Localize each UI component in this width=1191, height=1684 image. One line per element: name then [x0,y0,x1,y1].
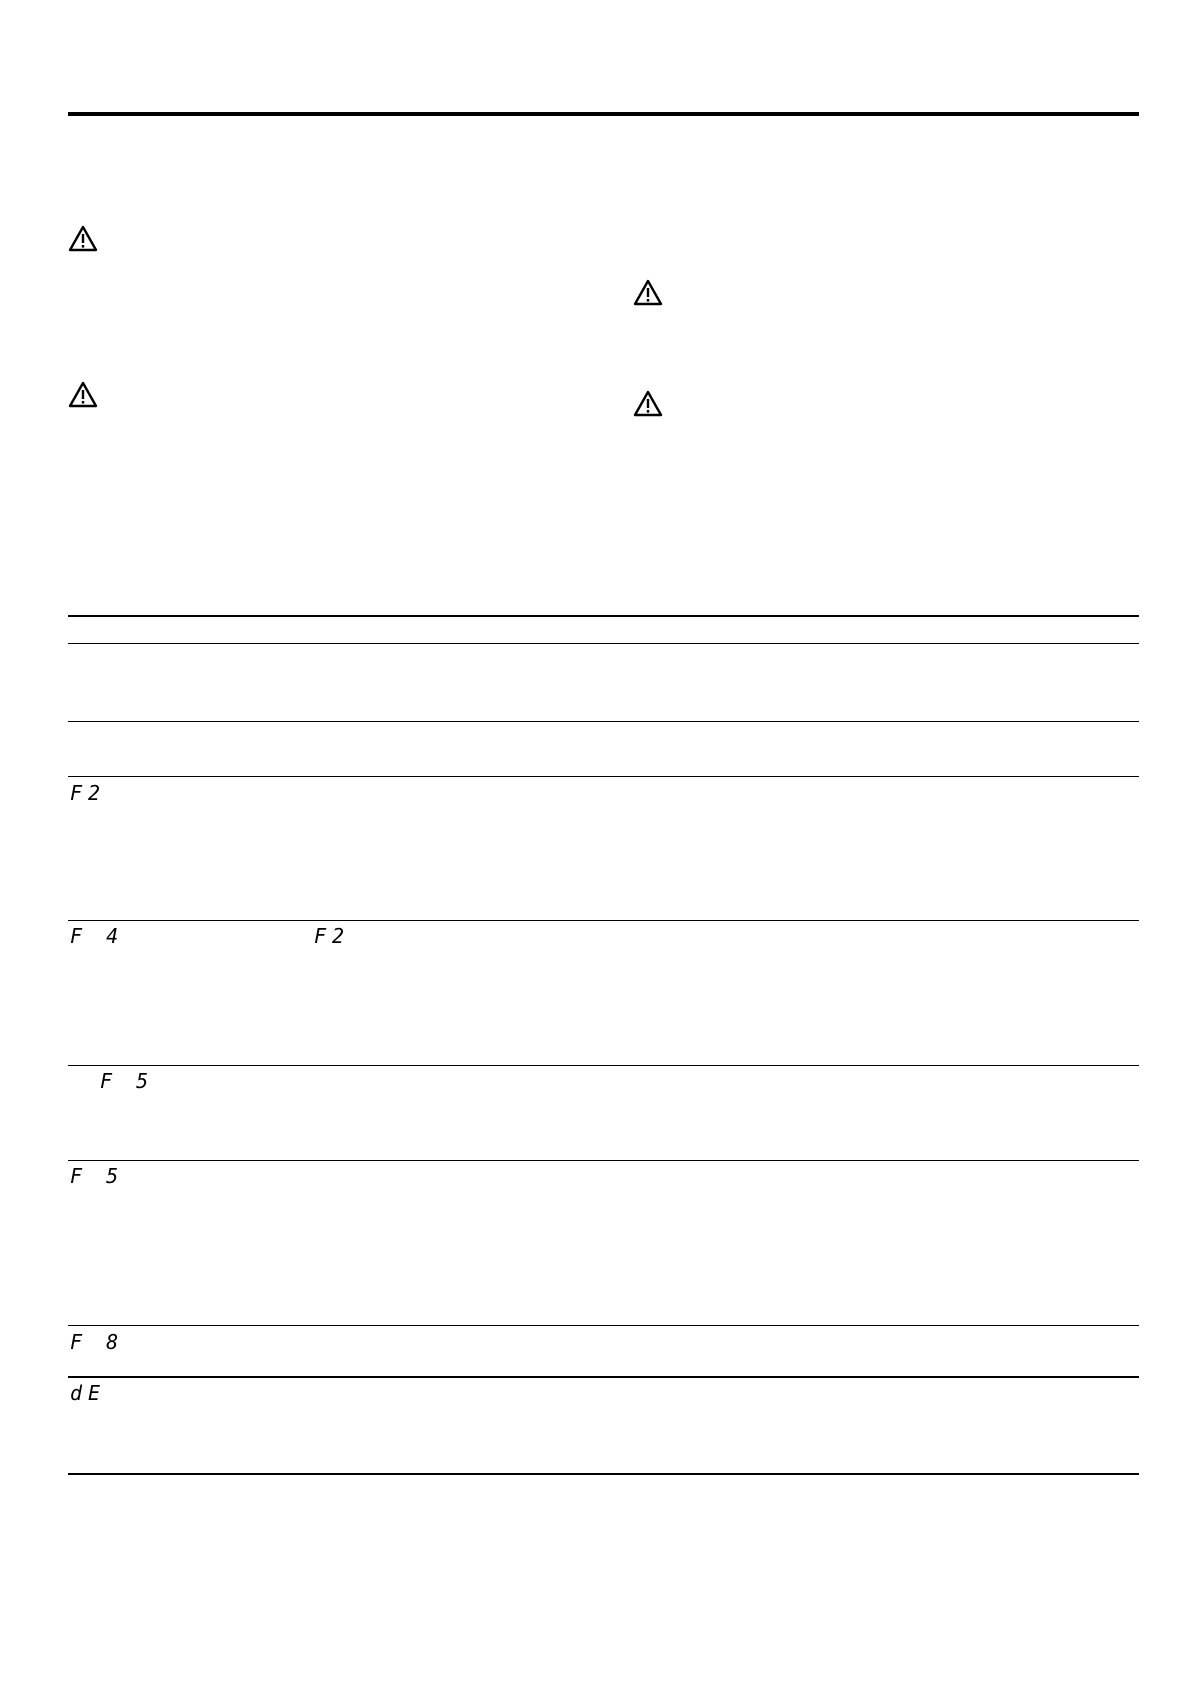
table-row-divider [68,1160,1139,1161]
fault-code-f8: F 8 [70,1330,125,1354]
table-row-divider [68,1325,1139,1326]
table-header-rule [68,643,1139,644]
table-row-divider [68,920,1139,921]
table-row-divider [68,1376,1139,1378]
table-row-divider [68,776,1139,777]
fault-code-reference: F2 [314,924,351,948]
fault-code-de: dE [70,1381,107,1405]
warning-triangle-icon [68,381,98,408]
table-bottom-rule [68,1473,1139,1475]
table-row-divider [68,1065,1139,1066]
table-row-divider [68,721,1139,722]
warning-triangle-icon [633,279,663,306]
fault-code-f5: F 5 [100,1069,155,1093]
fault-code-f2: F2 [70,781,107,805]
fault-code-f4: F 4 [70,924,125,948]
table-top-rule [68,615,1139,617]
warning-triangle-icon [633,390,663,417]
warning-triangle-icon [68,225,98,252]
fault-code-table [68,615,1139,1475]
fault-code-f5: F 5 [70,1164,125,1188]
header-rule [68,112,1139,116]
